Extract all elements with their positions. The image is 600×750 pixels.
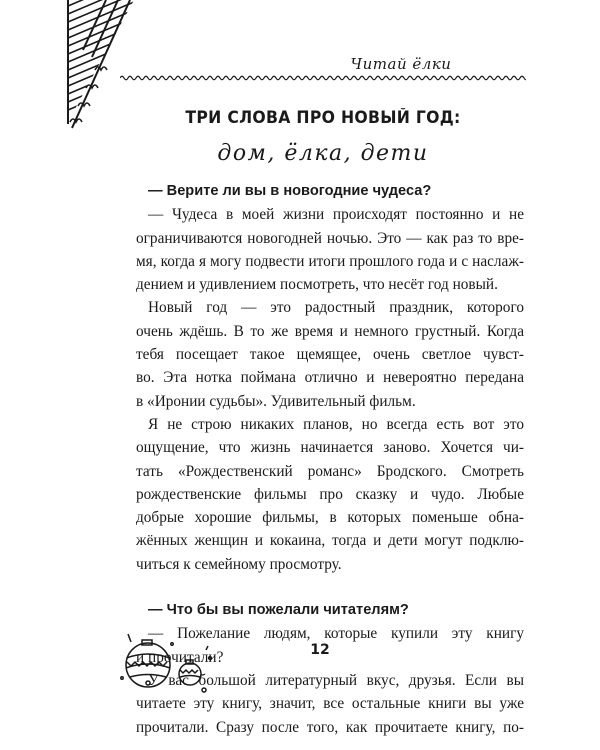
text-line: рождественские фильмы про сказку и чудо. Любые bbox=[136, 485, 524, 503]
text-line: во. Эта нотка поймана отлично и невероятно передана bbox=[136, 369, 524, 387]
text-line: жённых женщин и кокаина, тогда и дети могут подклю- bbox=[136, 532, 524, 550]
text-line: ограничиваются новогодней ночью. Это — как раз то вре- bbox=[136, 229, 524, 247]
text-line: — Пожелание людям, которые купили эту книгу bbox=[148, 625, 524, 643]
text-line: мя, когда я могу подвести итоги прошлого года и с наслаж- bbox=[136, 252, 524, 270]
text-line: — Чудеса в моей жизни происходят постоянно и не bbox=[148, 206, 524, 224]
page-number: 12 bbox=[310, 642, 330, 658]
text-line: тать «Рождественский романс» Бродского. Смотреть bbox=[136, 462, 524, 480]
running-head-title: Читай ёлки bbox=[350, 55, 452, 73]
text-line: очень ждёшь. В то же время и немного грустный. Когда bbox=[136, 322, 524, 340]
text-line: У вас большой литературный вкус, друзья. Если вы bbox=[148, 671, 524, 689]
section-heading: ТРИ СЛОВА ПРО НОВЫЙ ГОД: bbox=[185, 108, 461, 127]
text-line: ощущение, что жизнь начинается заново. Хочется чи- bbox=[136, 439, 524, 457]
text-line: добрые хорошие фильмы, в которых поменьше обна- bbox=[136, 509, 524, 527]
interview-question: — Что бы вы пожелали читателям? bbox=[148, 602, 409, 619]
text-line: и прочитали? bbox=[136, 648, 224, 666]
christmas-ornaments-icon bbox=[118, 634, 228, 696]
text-line: в «Иронии судьбы». Удивительный фильм. bbox=[136, 392, 416, 410]
wavy-divider bbox=[120, 74, 526, 82]
section-subtitle: дом, ёлка, дети bbox=[217, 141, 429, 166]
text-line: читься к семейному просмотру. bbox=[136, 555, 342, 573]
text-line: читаете эту книгу, значит, все остальные книги вы уже bbox=[136, 695, 524, 713]
text-line: дением и удивлением посмотреть, что несёт год новый. bbox=[136, 276, 498, 294]
text-line: прочитали. Сразу после того, как прочитаете книгу, по- bbox=[136, 718, 524, 736]
striped-corner-decoration bbox=[0, 0, 135, 130]
text-line: Новый год — это радостный праздник, которого bbox=[148, 299, 524, 317]
text-line: тебя посещает такое щемящее, очень светлое чувст- bbox=[136, 346, 524, 364]
interview-question: — Верите ли вы в новогодние чудеса? bbox=[148, 183, 432, 199]
paragraph-gap bbox=[136, 576, 524, 599]
text-line: Я не строю никаких планов, но всегда есть вот это bbox=[148, 415, 524, 433]
